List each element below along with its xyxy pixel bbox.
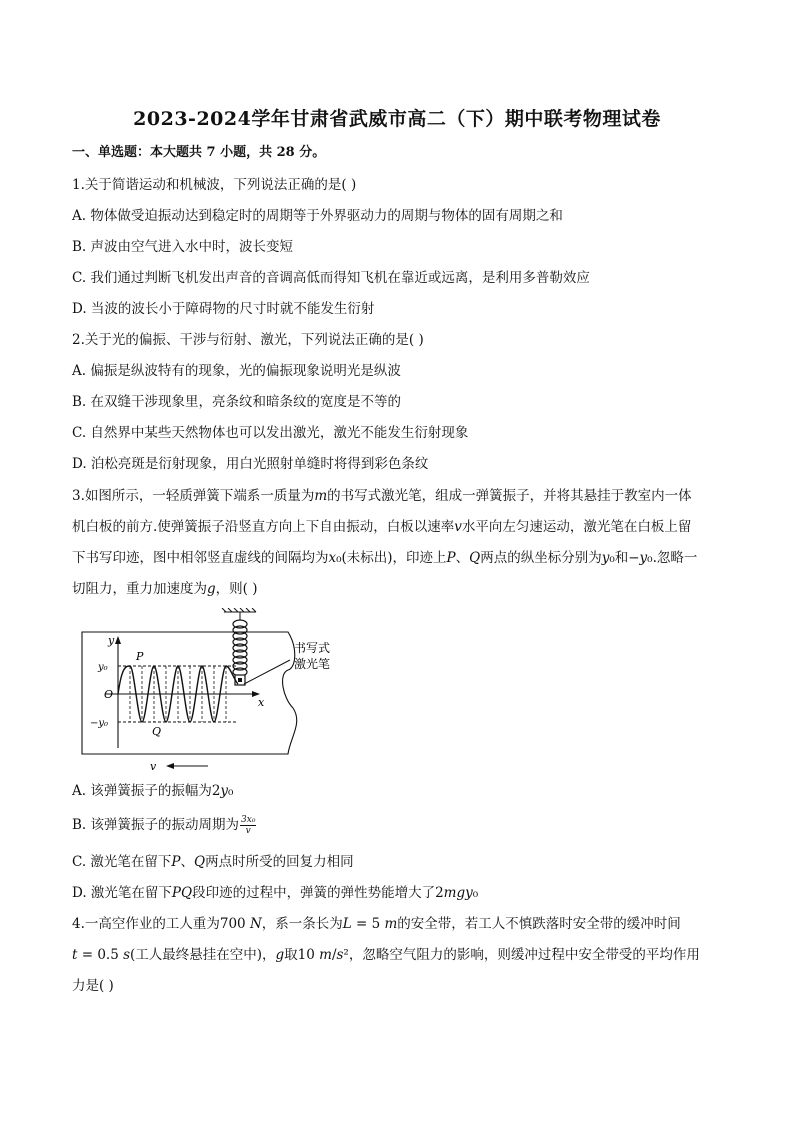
pen-label-line2: 激光笔 bbox=[294, 657, 331, 671]
q4-stem-line2: 𝑡 = 0.5 𝑠(工人最终悬挂在空中)，𝑔取10 𝑚/𝑠²，忽略空气阻力的影响，则缓冲过程中安全带受的平均作用 bbox=[72, 947, 700, 963]
section-heading: 一、单选题：本大题共 7 小题，共 28 分。 bbox=[72, 145, 326, 160]
q3-option-b bbox=[72, 815, 732, 836]
label-x: x bbox=[258, 696, 265, 709]
q2-option-d: D. 泊松亮斑是衍射现象，用白光照射单缝时将得到彩色条纹 bbox=[72, 456, 429, 472]
q3-stem-line4: 切阻力，重力加速度为𝑔，则( ) bbox=[72, 581, 258, 597]
q3-stem-line3: 下书写印迹，图中相邻竖直虚线的间隔均为𝑥₀(未标出)，印迹上𝑃、𝑄两点的纵坐标分别为𝑦₀和−𝑦₀.忽略一 bbox=[72, 550, 698, 566]
q3-option-b-text: B. 该弹簧振子的振动周期为 bbox=[72, 817, 240, 833]
q1-stem: 1.关于简谐运动和机械波，下列说法正确的是( ) bbox=[72, 177, 357, 193]
label-y: y bbox=[108, 634, 115, 647]
q1-option-c: C. 我们通过判断飞机发出声音的音调高低而得知飞机在靠近或远离，是利用多普勒效应 bbox=[72, 270, 590, 286]
label-p: P bbox=[136, 650, 144, 663]
ceiling-mount bbox=[222, 608, 256, 620]
exam-title: 2023-2024学年甘肃省武威市高二（下）期中联考物理试卷 bbox=[133, 108, 661, 130]
label-v: v bbox=[150, 760, 157, 773]
q2-option-c: C. 自然界中某些天然物体也可以发出激光，激光不能发生衍射现象 bbox=[72, 425, 469, 441]
fraction-numerator: 3x₀ bbox=[241, 815, 256, 825]
q4-stem-line3: 力是( ) bbox=[72, 978, 114, 994]
q2-option-b: B. 在双缝干涉现象里，亮条纹和暗条纹的宽度是不等的 bbox=[72, 394, 402, 410]
label-neg-y0: −y₀ bbox=[90, 718, 109, 729]
whiteboard-outline bbox=[82, 632, 297, 754]
q1-option-b: B. 声波由空气进入水中时，波长变短 bbox=[72, 239, 294, 255]
label-y0: y₀ bbox=[98, 662, 108, 673]
q3-stem-line1: 3.如图所示，一轻质弹簧下端系一质量为𝑚的书写式激光笔，组成一弹簧振子，并将其悬挂于教室内一体 bbox=[72, 488, 692, 504]
q3-option-c: C. 激光笔在留下𝑃、𝑄两点时所受的回复力相同 bbox=[72, 854, 354, 870]
q3-figure bbox=[78, 608, 378, 778]
q3-option-a: A. 该弹簧振子的振幅为2𝑦₀ bbox=[72, 783, 234, 799]
q3-option-d: D. 激光笔在留下𝑃𝑄段印迹的过程中，弹簧的弹性势能增大了2𝑚𝑔𝑦₀ bbox=[72, 885, 479, 901]
q2-option-a: A. 偏振是纵波特有的现象，光的偏振现象说明光是纵波 bbox=[72, 363, 401, 379]
spring bbox=[233, 620, 247, 676]
q3-stem-line2: 机白板的前方.使弹簧振子沿竖直方向上下自由振动，白板以速率𝑣水平向左匀速运动，激光笔在白板上留 bbox=[72, 519, 692, 535]
pen-pointer-line bbox=[244, 660, 290, 684]
q1-option-d: D. 当波的波长小于障碍物的尺寸时就不能发生衍射 bbox=[72, 301, 375, 317]
fraction-denominator: v bbox=[245, 826, 251, 836]
label-o: O bbox=[104, 688, 114, 701]
q3-option-b-fraction bbox=[240, 815, 256, 836]
q2-stem: 2.关于光的偏振、干涉与衍射、激光，下列说法正确的是( ) bbox=[72, 332, 424, 348]
q1-option-a: A. 物体做受迫振动达到稳定时的周期等于外界驱动力的周期与物体的固有周期之和 bbox=[72, 208, 563, 224]
q4-stem-line1: 4.一高空作业的工人重为700 𝑁，系一条长为𝐿 = 5 𝑚的安全带，若工人不慎跌落时安全带的缓冲时间 bbox=[72, 916, 681, 932]
label-q: Q bbox=[152, 725, 162, 738]
pen-label-line1: 书写式 bbox=[294, 641, 331, 655]
